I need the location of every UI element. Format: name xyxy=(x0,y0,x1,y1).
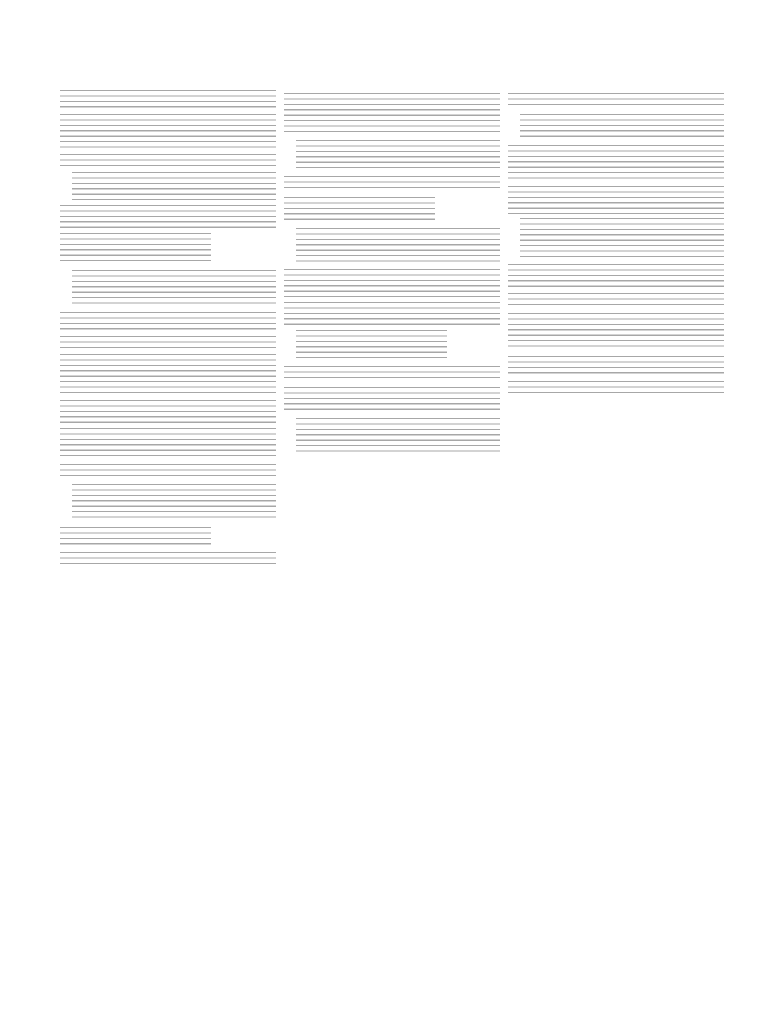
column-grid xyxy=(60,88,728,1000)
paragraph xyxy=(72,268,276,308)
paragraph xyxy=(72,170,276,200)
paragraph xyxy=(508,311,724,351)
paragraph xyxy=(60,334,276,350)
column-right xyxy=(508,88,724,1000)
paragraph xyxy=(296,138,500,172)
paragraph xyxy=(284,364,500,382)
column-left xyxy=(60,88,276,1000)
paragraph xyxy=(60,231,211,265)
paragraph xyxy=(508,91,724,109)
paragraph xyxy=(508,184,724,214)
paragraph xyxy=(284,267,500,297)
paragraph xyxy=(520,112,724,140)
paragraph xyxy=(284,385,500,413)
paragraph xyxy=(296,416,500,454)
paragraph xyxy=(60,426,276,460)
paragraph xyxy=(284,174,500,192)
paragraph xyxy=(284,195,435,223)
paragraph xyxy=(508,143,724,181)
paragraph xyxy=(284,91,500,135)
paragraph xyxy=(60,398,276,424)
paragraph xyxy=(296,226,500,264)
paragraph xyxy=(520,216,724,260)
paragraph xyxy=(508,379,724,395)
paragraph xyxy=(72,482,276,522)
paragraph xyxy=(284,300,500,326)
paragraph xyxy=(60,462,276,480)
paragraph xyxy=(60,88,276,110)
paragraph xyxy=(296,328,447,362)
paragraph xyxy=(60,112,276,150)
paragraph xyxy=(60,310,276,332)
paragraph xyxy=(508,354,724,376)
paragraph xyxy=(508,291,724,309)
paragraph xyxy=(60,203,276,229)
paragraph xyxy=(508,262,724,288)
paragraph xyxy=(60,352,276,396)
paragraph xyxy=(60,525,211,547)
paragraph xyxy=(60,152,276,168)
column-middle xyxy=(284,88,500,1000)
paragraph xyxy=(60,550,276,566)
